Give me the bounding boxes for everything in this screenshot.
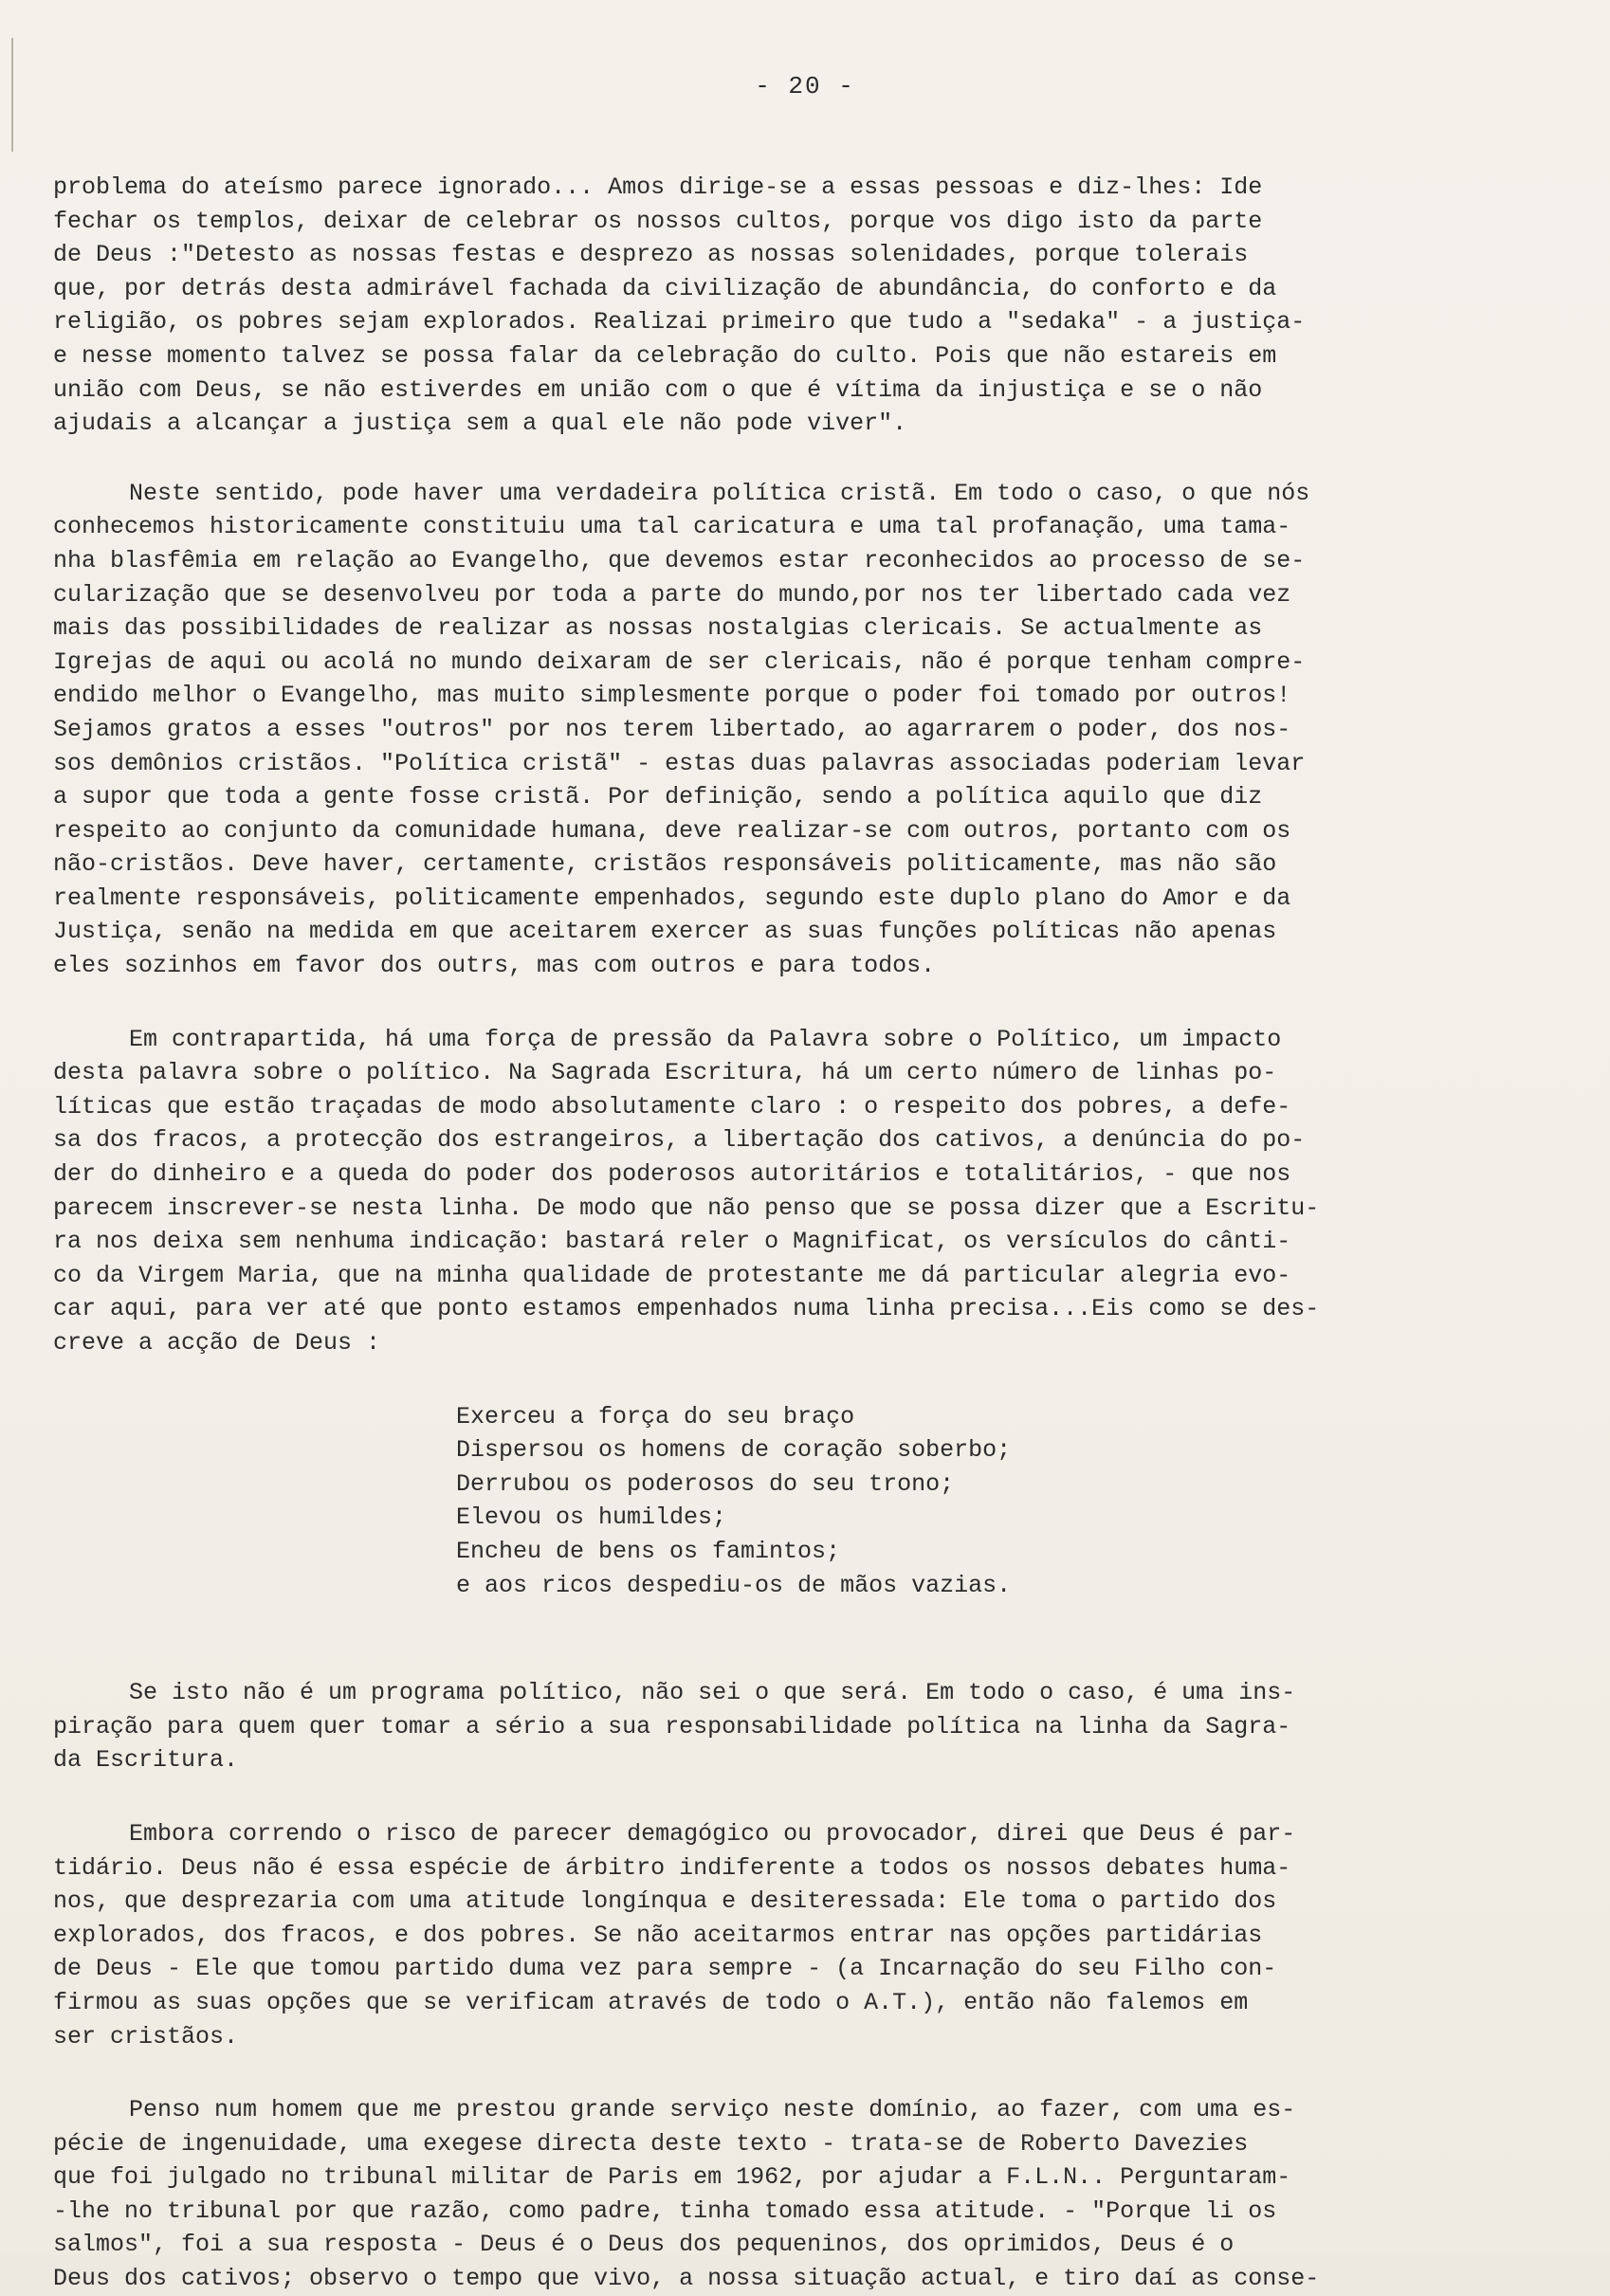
text-line: desta palavra sobre o político. Na Sagrada Escritura, há um certo número de linhas po- <box>53 1059 1277 1087</box>
text-line: conhecemos historicamente constituiu uma tal caricatura e uma tal profanação, uma tama- <box>53 513 1291 541</box>
text-line: líticas que estão traçadas de modo absolutamente claro : o respeito dos pobres, a defe- <box>53 1092 1291 1121</box>
paragraph-3 <box>53 1023 1447 1360</box>
text-line: creve a acção de Deus : <box>53 1329 381 1357</box>
text-line: nha blasfêmia em relação ao Evangelho, que devemos estar reconhecidos ao processo de se- <box>53 546 1306 574</box>
text-line: eles sozinhos em favor dos outrs, mas com outros e para todos. <box>53 952 936 980</box>
text-line: da Escritura. <box>53 1746 239 1775</box>
text-line: co da Virgem Maria, que na minha qualidade de protestante me dá particular alegria evo- <box>53 1261 1291 1289</box>
text-line: união com Deus, se não estiverdes em união com o que é vítima da injustiça e se o não <box>53 375 1263 404</box>
text-line: Deus dos cativos; observo o tempo que vivo, a nossa situação actual, e tiro daí as conse- <box>53 2265 1320 2293</box>
text-line: pécie de ingenuidade, uma exegese directa deste texto - trata-se de Roberto Davezies <box>53 2129 1249 2158</box>
text-line: que, por detrás desta admirável fachada da civilização de abundância, do conforto e da <box>53 274 1277 302</box>
text-line: mais das possibilidades de realizar as nossas nostalgias clericais. Se actualmente as <box>53 614 1263 643</box>
paragraph-7 <box>53 2093 1447 2296</box>
poem-line: e aos ricos despediu-os de mãos vazias. <box>456 1571 1012 1599</box>
paragraph-1 <box>53 171 1447 441</box>
paragraph-6 <box>53 1817 1447 2053</box>
magnificat-quote <box>53 1400 1447 1603</box>
poem-line: Exerceu a força do seu braço <box>456 1402 855 1430</box>
page-number: - 20 - <box>755 72 855 100</box>
text-line: tidário. Deus não é essa espécie de árbitro indiferente a todos os nossos debates huma- <box>53 1853 1291 1882</box>
poem-line: Encheu de bens os famintos; <box>456 1537 841 1565</box>
text-line: cularização que se desenvolveu por toda a parte do mundo,por nos ter libertado cada vez <box>53 580 1291 609</box>
text-line: não-cristãos. Deve haver, certamente, cristãos responsáveis politicamente, mas não são <box>53 850 1277 879</box>
poem-line: Derrubou os poderosos do seu trono; <box>456 1469 955 1498</box>
paragraph-5 <box>53 1676 1447 1777</box>
text-line: a supor que toda a gente fosse cristã. Por definição, sendo a política aquilo que diz <box>53 783 1263 811</box>
text-line: sa dos fracos, a protecção dos estrangeiros, a libertação dos cativos, a denúncia do po- <box>53 1126 1306 1155</box>
text-line: Igrejas de aqui ou acolá no mundo deixaram de ser clericais, não é porque tenham compre- <box>53 647 1306 676</box>
text-line: Penso num homem que me prestou grande serviço neste domínio, ao fazer, com uma es- <box>129 2096 1296 2124</box>
text-line: e nesse momento talvez se possa falar da celebração do culto. Pois que não estareis em <box>53 341 1277 370</box>
poem-line: Dispersou os homens de coração soberbo; <box>456 1436 1012 1465</box>
text-line: religião, os pobres sejam explorados. Realizai primeiro que tudo a "sedaka" - a justiça- <box>53 308 1306 337</box>
text-line: firmou as suas opções que se verificam através de todo o A.T.), então não falemos em <box>53 1988 1249 2016</box>
text-line: car aqui, para ver até que ponto estamos empenhados numa linha precisa...Eis como se des- <box>53 1295 1320 1323</box>
text-line: -lhe no tribunal por que razão, como padre, tinha tomado essa atitude. - "Porque li os <box>53 2196 1277 2225</box>
text-line: ra nos deixa sem nenhuma indicação: bastará reler o Magnificat, os versículos do cânti- <box>53 1228 1291 1256</box>
text-line: Justiça, senão na medida em que aceitarem exercer as suas funções políticas não apenas <box>53 918 1277 946</box>
text-line: ser cristãos. <box>53 2022 239 2050</box>
text-line: der do dinheiro e a queda do poder dos poderosos autoritários e totalitários, - que nos <box>53 1160 1291 1189</box>
text-line: problema do ateísmo parece ignorado... Amos dirige-se a essas pessoas e diz-lhes: Ide <box>53 173 1263 201</box>
poem-line: Elevou os humildes; <box>456 1503 727 1532</box>
text-line: piração para quem quer tomar a sério a sua responsabilidade política na linha da Sagra- <box>53 1712 1291 1740</box>
text-line: Sejamos gratos a esses "outros" por nos terem libertado, ao agarrarem o poder, dos nos- <box>53 715 1291 743</box>
text-line: ajudais a alcançar a justiça sem a qual ele não pode viver". <box>53 410 907 438</box>
page-body <box>53 171 1447 2296</box>
text-line: sos demônios cristãos. "Política cristã" - estas duas palavras associadas poderiam levar <box>53 749 1306 777</box>
text-line: nos, que desprezaria com uma atitude longínqua e desiteressada: Ele toma o partido dos <box>53 1887 1277 1916</box>
paragraph-2 <box>53 477 1447 983</box>
text-line: explorados, dos fracos, e dos pobres. Se não aceitarmos entrar nas opções partidárias <box>53 1921 1263 1949</box>
text-line: fechar os templos, deixar de celebrar os nossos cultos, porque vos digo isto da parte <box>53 207 1263 235</box>
text-line: de Deus :"Detesto as nossas festas e desprezo as nossas solenidades, porque tolerais <box>53 241 1249 269</box>
text-line: Em contrapartida, há uma força de pressão da Palavra sobre o Político, um impacto <box>129 1025 1282 1053</box>
text-line: parecem inscrever-se nesta linha. De modo que não penso que se possa dizer que a Escritu- <box>53 1194 1320 1222</box>
text-line: realmente responsáveis, politicamente empenhados, segundo este duplo plano do Amor e da <box>53 884 1291 912</box>
text-line: salmos", foi a sua resposta - Deus é o Deus dos pequeninos, dos oprimidos, Deus é o <box>53 2231 1235 2259</box>
text-line: Neste sentido, pode haver uma verdadeira política cristã. Em todo o caso, o que nós <box>129 479 1310 507</box>
text-line: endido melhor o Evangelho, mas muito simplesmente porque o poder foi tomado por outros! <box>53 682 1291 710</box>
text-line: de Deus - Ele que tomou partido duma vez para sempre - (a Incarnação do seu Filho con- <box>53 1955 1277 1983</box>
text-line: Se isto não é um programa político, não sei o que será. Em todo o caso, é uma ins- <box>129 1679 1296 1707</box>
text-line: Embora correndo o risco de parecer demagógico ou provocador, direi que Deus é par- <box>129 1819 1296 1848</box>
text-line: respeito ao conjunto da comunidade humana, deve realizar-se com outros, portanto com os <box>53 816 1291 845</box>
text-line: que foi julgado no tribunal militar de Paris em 1962, por ajudar a F.L.N.. Perguntaram- <box>53 2163 1291 2192</box>
